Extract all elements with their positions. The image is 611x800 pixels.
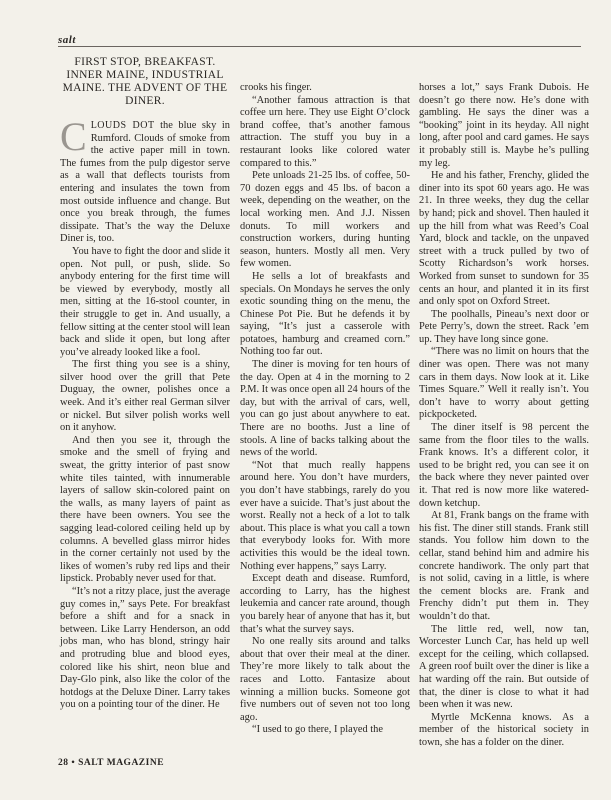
paragraph: “There was no limit on hours that the diner was open. There was not many cars in them days. Now look at it. Like Times Square.” Well it really isn’t. You don’t have to worry about getting pickpocketed.: [419, 346, 589, 421]
header-rule: [58, 46, 581, 47]
paragraph: And then you see it, through the smoke and the smell of frying and sweat, the gritty interior of past snow white tiles tainted, with innumerable layers of sallow skin-colored paint on the walls, as many layers of paint as there have been owners. You see the sagging lead-colored ceiling held up by columns. A bevelled glass mirror hides in the corner certainly not used by the likes of women’s ruby red lips and their lipstick. Probably never used for that.: [60, 434, 230, 585]
paragraph: The first thing you see is a shiny, silver hood over the grill that Pete Duguay, the owner, polishes once a week. And it’s either real German silver or nickel. But silver polish works well on it anyhow.: [60, 359, 230, 434]
column-3: [419, 82, 589, 749]
paragraph: crooks his finger.: [240, 82, 312, 93]
paragraph: He and his father, Frenchy, glided the diner into its spot 60 years ago. He was 21. In three weeks, they dug the cellar by hand; pick and shovel. Then hauled it up the hill from what was Reed’s Coal Yard, block and tackle, on the unpaved street with a truck pulled by two of Scotty Richardson’s work horses. Worked from sunset to sundown for 35 cents an hour, and planted it in its first and only spot on Oxford Street.: [419, 170, 589, 308]
paragraph: You have to fight the door and slide it open. Not pull, or push, slide. So anybody entering for the first time will be viewed by everybody, mostly all men, sitting at the 16-stool counter, in their struggle to get in. And usually, a fellow sitting at the center stool will lean back and slide it open, but long after you’ve already looked like a fool.: [60, 245, 230, 358]
paragraph: “Another famous attraction is that coffee urn here. They use Eight O’clock brand coffee, that’s another famous attraction. The stuff you buy in a restaurant looks like colored water compared to this.”: [240, 94, 410, 169]
lead-text: the blue sky in Rumford. Clouds of smoke from the active paper mill in town. The fumes from the pulp digestor serve as a wall that deflects tourists from entering and insulates the town from most outside influence and change. But once you break through, the fumes dissipate. That’s the way the Deluxe Diner is, too.: [60, 120, 230, 245]
paragraph: He sells a lot of breakfasts and specials. On Mondays he serves the only exotic sounding thing on the menu, the Chinese Pot Pie. But he defends it by saying, “It’s just a casserole with potatoes, hamburg and creamed corn.” Nothing too far out.: [240, 270, 410, 358]
paragraph: Myrtle McKenna knows. As a member of the historical society in town, she has a folder on the diner.: [419, 711, 589, 748]
running-head: salt: [58, 34, 76, 46]
drop-cap: C: [60, 114, 87, 159]
paragraph: The diner itself is 98 percent the same from the floor tiles to the walls. Frank knows. It’s a different color, it used to be bright red, you can see it on the back where they never painted over it. That red is now more like watered-down ketchup.: [419, 422, 589, 509]
paragraph: At 81, Frank bangs on the frame with his fist. The diner still stands. Frank still stands. You follow him down to the cellar, stand behind him and admire his concrete handiwork. The only part that is not solid, caving in a little, is where the cement blocks are. Frank and Frenchy didn’t put them in. They wouldn’t do that.: [419, 510, 589, 622]
paragraph: Except death and disease. Rumford, according to Larry, has the highest leukemia and cancer rate around, though you barely hear of anyone that has it, but that’s what the survey says.: [240, 573, 410, 635]
paragraph: The little red, well, now tan, Worcester Lunch Car, has held up well except for the ceiling, which collapsed. A green roof built over the diner is like a hat warding off the rain. But outside of that, the diner is close to what it had been when it was new.: [419, 623, 589, 711]
paragraph: “Not that much really happens around here. You don’t have murders, you don’t have stabbings, rarely do you ever have a suicide. That’s just about the worst. Really not a heck of a lot to talk about. This place is what you call a town that everybody looks for. With more activities this would be the ideal town. Nothing ever happens,” says Larry.: [240, 459, 410, 572]
column-2: [240, 82, 410, 737]
lead-paragraph: [60, 114, 230, 246]
paragraph: “It’s not a ritzy place, just the average guy comes in,” says Pete. For breakfast before a shift and for a snack in between. Like Larry Henderson, an odd jobs man, who has blond, stringy hair and protruding blue and blood eyes, colored like his shirt, neon blue and Day-Glo pink, also like the color of the hotdogs at the Deluxe Diner. Larry takes you on a pointing tour of the diner. He: [60, 585, 230, 711]
paragraph: “I used to go there, I played the: [252, 724, 383, 736]
lead-smallcaps: LOUDS DOT: [90, 120, 155, 131]
paragraph: No one really sits around and talks about that over their meal at the diner. They’re more likely to talk about the races and Lotto. Fantasize about winning a million bucks. Someone got five numbers out of seven not too long ago.: [240, 636, 410, 723]
column-1: [60, 56, 230, 712]
paragraph: Pete unloads 21-25 lbs. of coffee, 50-70 dozen eggs and 45 lbs. of bacon a week, depending on the weather, on the local working men. And J.J. Nissen donuts. To mill workers and construction workers, during hunting season, hunters. Mostly all men. Very few women.: [240, 170, 410, 270]
page-folio: 28 • SALT MAGAZINE: [58, 758, 165, 768]
paragraph: horses a lot,” says Frank Dubois. He doesn’t go there now. He’s done with gambling. He says the diner was a “booking” joint in its heyday. All night long, after pool and card games. He says it probably still is. Maybe he’s pulling my leg.: [419, 82, 589, 169]
article-deck: FIRST STOP, BREAKFAST. INNER MAINE, INDUSTRIAL MAINE. THE ADVENT OF THE DINER.: [62, 56, 228, 107]
paragraph: The diner is moving for ten hours of the day. Open at 4 in the morning to 2 P.M. It was once open all 24 hours of the day, but with the arrival of cars, well, you can go just about anywhere to eat. There are no booths. Just a line of stools. A line of backs talking about the news of the world.: [240, 359, 410, 459]
paragraph: The poolhalls, Pineau’s next door or Pete Perry’s, down the street. Rack ’em up. They have long since gone.: [419, 308, 589, 345]
